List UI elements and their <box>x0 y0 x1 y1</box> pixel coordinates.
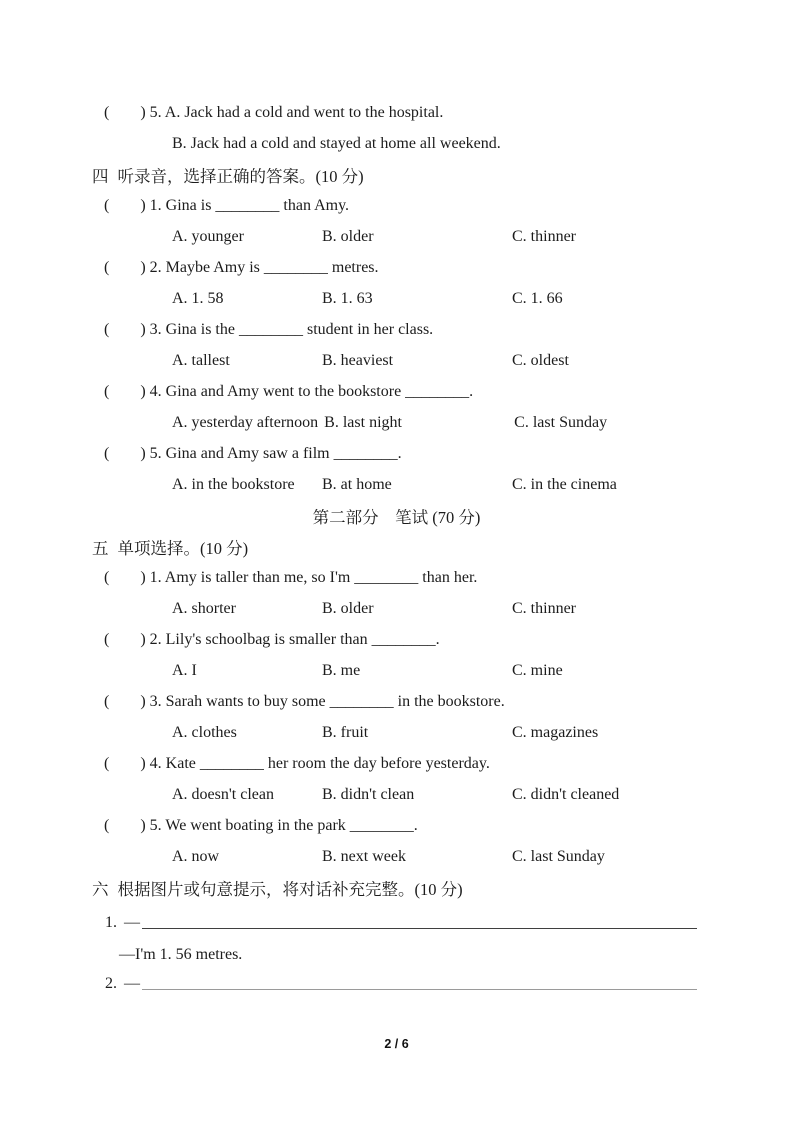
option-c: C. thinner <box>512 227 576 245</box>
answer-blank-line <box>142 989 697 990</box>
option-row <box>0 128 793 159</box>
option-b: B. 1. 63 <box>322 289 373 307</box>
options-row <box>0 407 793 438</box>
page-content <box>0 97 793 994</box>
section-heading-part5 <box>0 531 793 562</box>
option-c: C. mine <box>512 661 563 679</box>
item-number: 2. <box>105 975 117 992</box>
question-stem: ) 2. Maybe Amy is ________ metres. <box>140 258 379 276</box>
option-a: A. yesterday afternoon <box>172 413 319 431</box>
options-row <box>0 779 793 810</box>
dialogue-item-1-question <box>0 903 793 933</box>
answer-paren: ( <box>104 754 110 772</box>
option-b: B. Jack had a cold and stayed at home all weekend. <box>172 134 501 152</box>
answer-paren: ( <box>104 103 110 121</box>
answer-paren: ( <box>104 320 110 338</box>
section-number: 六 <box>92 879 109 899</box>
dialogue-answer: —I'm 1. 56 metres. <box>119 946 243 963</box>
option-b: B. fruit <box>322 723 369 741</box>
options-row <box>0 593 793 624</box>
option-c: C. last Sunday <box>512 847 605 865</box>
option-b: B. didn't clean <box>322 785 415 803</box>
question-row <box>0 686 793 717</box>
question-stem: ) 4. Kate ________ her room the day before yesterday. <box>140 754 490 772</box>
answer-paren: ( <box>104 816 110 834</box>
options-row <box>0 221 793 252</box>
option-c: C. thinner <box>512 599 576 617</box>
options-row <box>0 655 793 686</box>
option-b: B. older <box>322 599 374 617</box>
option-c: C. in the cinema <box>512 475 617 493</box>
question-row <box>0 748 793 779</box>
question-stem: ) 5. Gina and Amy saw a film ________. <box>140 444 402 462</box>
option-a: A. doesn't clean <box>172 785 274 803</box>
answer-blank-line <box>142 928 697 929</box>
section-number: 五 <box>92 538 109 558</box>
option-a: A. clothes <box>172 723 237 741</box>
section-title: 听录音，选择正确的答案。(10 分) <box>117 166 364 186</box>
answer-paren: ( <box>104 196 110 214</box>
options-row <box>0 717 793 748</box>
answer-paren: ( <box>104 568 110 586</box>
option-b: B. older <box>322 227 374 245</box>
dialogue-dash: — <box>124 914 140 931</box>
question-stem: ) 1. Gina is ________ than Amy. <box>140 196 350 214</box>
answer-paren: ( <box>104 258 110 276</box>
option-a: A. now <box>172 847 220 865</box>
option-c: C. didn't cleaned <box>512 785 620 803</box>
question-stem: ) 2. Lily's schoolbag is smaller than ________. <box>140 630 440 648</box>
option-b: B. me <box>322 661 361 679</box>
option-a: A. in the bookstore <box>172 475 295 493</box>
section-number: 四 <box>92 166 109 186</box>
answer-paren: ( <box>104 382 110 400</box>
question-stem: ) 5. A. Jack had a cold and went to the hospital. <box>140 103 444 121</box>
option-b: B. at home <box>322 475 392 493</box>
question-stem: ) 3. Sarah wants to buy some ________ in the bookstore. <box>140 692 505 710</box>
dialogue-dash: — <box>124 975 140 992</box>
option-a: A. I <box>172 661 197 679</box>
answer-paren: ( <box>104 630 110 648</box>
option-c: C. 1. 66 <box>512 289 563 307</box>
option-c: C. oldest <box>512 351 569 369</box>
question-row <box>0 97 793 128</box>
answer-paren: ( <box>104 692 110 710</box>
question-row <box>0 190 793 221</box>
options-row <box>0 283 793 314</box>
answer-paren: ( <box>104 444 110 462</box>
options-row <box>0 841 793 872</box>
question-stem: ) 5. We went boating in the park ________. <box>140 816 418 834</box>
option-a: A. younger <box>172 227 244 245</box>
options-row <box>0 469 793 500</box>
options-row <box>0 345 793 376</box>
question-row <box>0 314 793 345</box>
section-title: 根据图片或句意提示，将对话补充完整。(10 分) <box>117 879 463 899</box>
option-b: B. last night <box>324 413 402 431</box>
question-stem: ) 1. Amy is taller than me, so I'm ________ than her. <box>140 568 478 586</box>
question-row <box>0 252 793 283</box>
page-number: 2 / 6 <box>384 1037 409 1051</box>
section-title: 单项选择。(10 分) <box>117 538 249 558</box>
section-heading-part6 <box>0 872 793 903</box>
option-b: B. heaviest <box>322 351 394 369</box>
option-c: C. magazines <box>512 723 599 741</box>
question-row <box>0 438 793 469</box>
item-number: 1. <box>105 914 117 931</box>
question-row <box>0 624 793 655</box>
option-a: A. shorter <box>172 599 236 617</box>
question-stem: ) 4. Gina and Amy went to the bookstore ________. <box>140 382 474 400</box>
section-heading-part4 <box>0 159 793 190</box>
option-c: C. last Sunday <box>514 413 608 431</box>
question-row <box>0 810 793 841</box>
dialogue-item-1-answer <box>0 941 793 969</box>
option-b: B. next week <box>322 847 406 865</box>
question-stem: ) 3. Gina is the ________ student in her class. <box>140 320 434 338</box>
option-a: A. tallest <box>172 351 230 369</box>
written-test-header: 第二部分 笔试 (70 分) <box>312 507 481 527</box>
question-row <box>0 562 793 593</box>
dialogue-item-2-question <box>0 969 793 994</box>
option-a: A. 1. 58 <box>172 289 224 307</box>
question-row <box>0 376 793 407</box>
